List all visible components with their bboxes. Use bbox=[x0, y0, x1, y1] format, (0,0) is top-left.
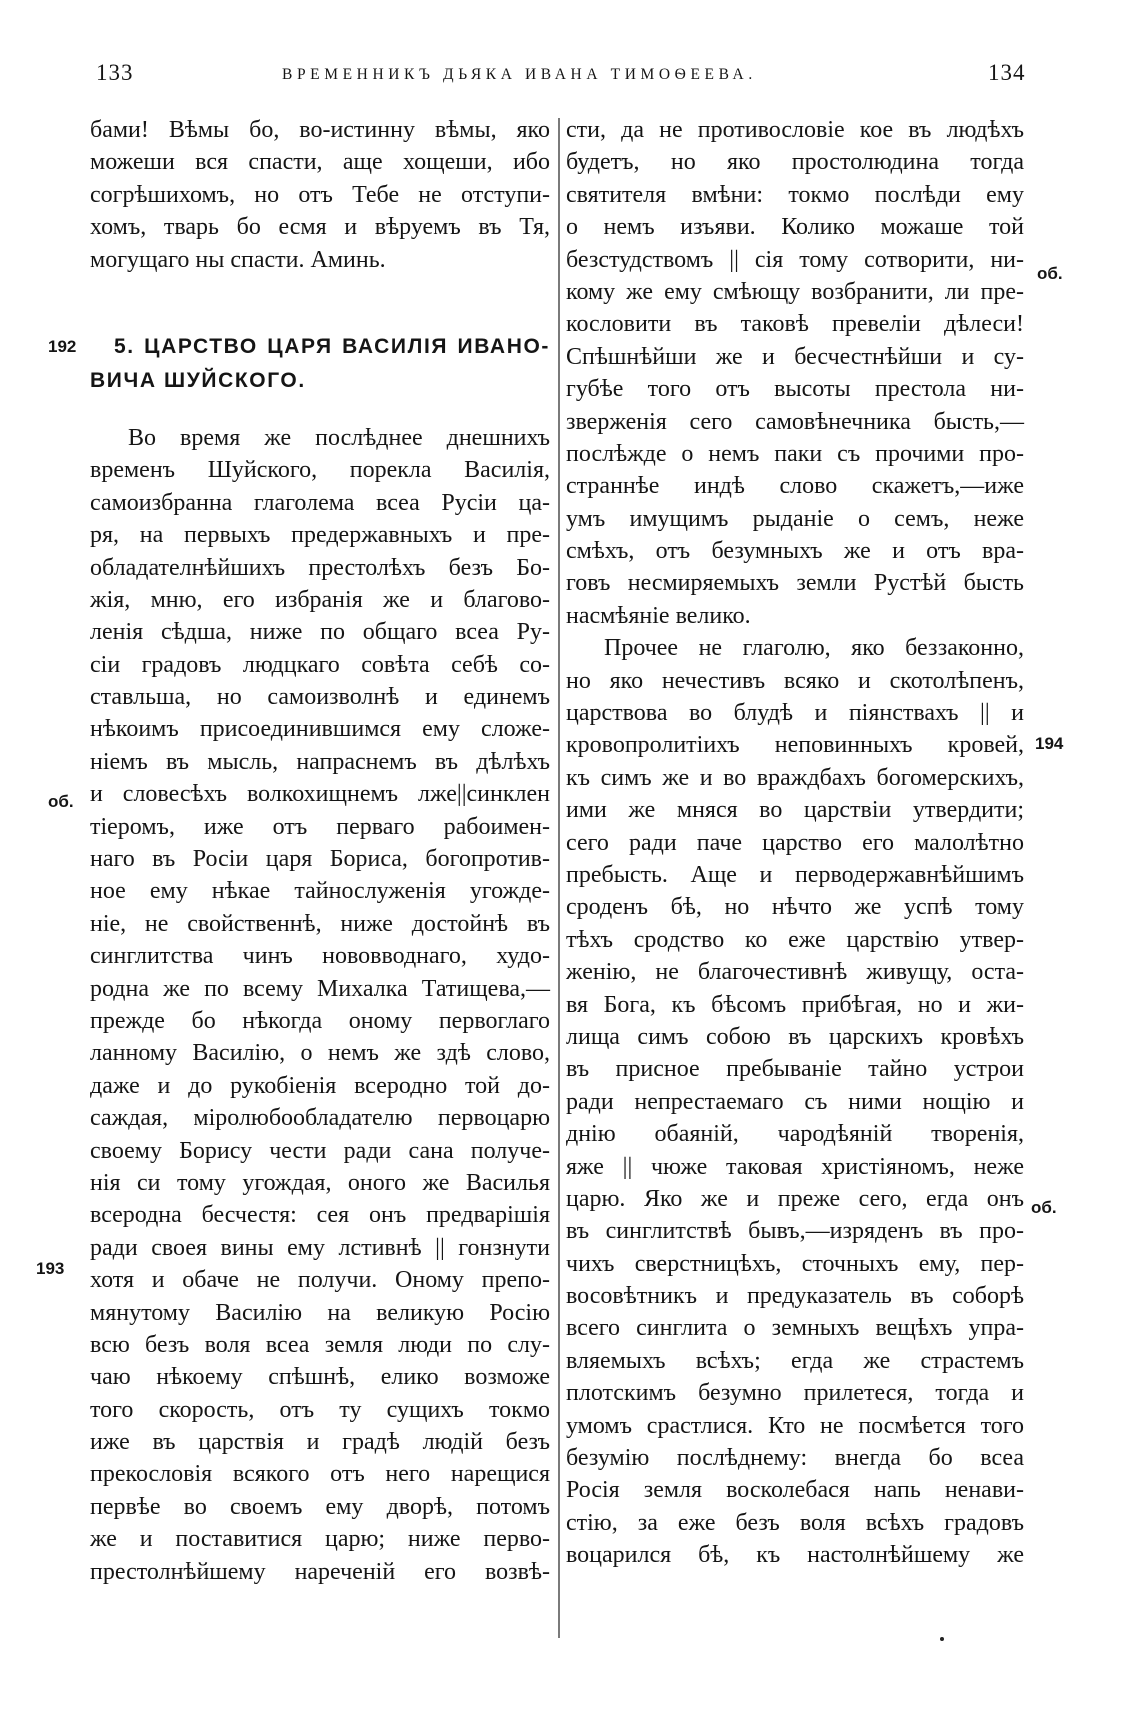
text-line: но яко нечестивъ всяко и скотолѣпенъ, bbox=[566, 667, 1024, 694]
text-line: саждая, міролюбообладателю первоцарю bbox=[90, 1105, 550, 1132]
running-title: ВРЕМЕННИКЪ ДЬЯКА ИВАНА ТИМОѲЕЕВА. bbox=[282, 66, 757, 83]
text-line: плотскимъ безумно прилетеся, тогда и bbox=[566, 1380, 1024, 1407]
text-line: Во время же послѣднее днешнихъ bbox=[128, 424, 550, 451]
text-line: ніемъ въ мысль, напраснемъ въ дѣлѣхъ bbox=[90, 748, 550, 775]
text-line: будетъ, но яко простолюдина тогда bbox=[566, 149, 1024, 176]
column-divider bbox=[558, 118, 560, 1638]
text-line: согрѣшихомъ, но отъ Тебе не отступи- bbox=[90, 181, 550, 208]
margin-verso-note: об. bbox=[1037, 264, 1063, 283]
text-line: синглитства чинъ нововводнаго, худо- bbox=[90, 943, 550, 970]
text-line: царю. Яко же и преже сего, егда онъ bbox=[566, 1185, 1024, 1212]
text-line: воцарился бѣ, къ настолнѣйшему же bbox=[566, 1542, 1024, 1569]
margin-folio-193: 193 bbox=[36, 1259, 65, 1278]
text-line: нѣкоимъ присоединившимся ему сложе- bbox=[90, 716, 550, 743]
text-line: могущаго ны спасти. Аминь. bbox=[90, 246, 386, 273]
page-number-right: 134 bbox=[988, 60, 1026, 85]
text-line: губѣе того отъ высоты престола ни- bbox=[566, 376, 1024, 403]
text-line: ставльша, но самоизволнѣ и единемъ bbox=[90, 684, 550, 711]
text-line: кровопролитіихъ неповинныхъ кровей, bbox=[566, 732, 1024, 759]
text-line: всего синглита о земныхъ вещѣхъ упра- bbox=[566, 1315, 1024, 1342]
text-line: послѣжде о немъ паки съ прочими про- bbox=[566, 440, 1024, 467]
text-line: святителя вмѣни: токмо послѣди ему bbox=[566, 181, 1024, 208]
text-line: временъ Шуйского, порекла Василія, bbox=[90, 457, 550, 484]
text-line: говъ несмиряемыхъ земли Рустѣй бысть bbox=[566, 570, 1024, 597]
text-line: первѣе во своемъ ему дворѣ, потомъ bbox=[90, 1493, 550, 1520]
text-line: ради непрестаемаго съ ними нощію и bbox=[566, 1088, 1024, 1115]
text-line: родна же по всему Михалка Татищева,— bbox=[90, 975, 550, 1002]
text-line: кословити въ таковѣ превеліи дѣлеси! bbox=[566, 311, 1024, 338]
text-line: всю безъ воля всеа земля люди по слу- bbox=[90, 1331, 550, 1358]
text-line: даже и до рукобіенія всеродно той до- bbox=[90, 1072, 550, 1099]
text-line: въ присное пребываніе тайно устрои bbox=[566, 1056, 1024, 1083]
text-line: безстудствомъ || сія тому сотворити, ни- bbox=[566, 246, 1024, 273]
text-line: Росія земля восколебася напь ненави- bbox=[566, 1477, 1024, 1504]
page-number-left: 133 bbox=[96, 60, 134, 85]
text-line: сроденъ бѣ, но нѣчто же успѣ тому bbox=[566, 894, 1024, 921]
text-line: тіеромъ, иже отъ перваго рабоимен- bbox=[90, 813, 550, 840]
text-line: того скорость, отъ ту сущихъ токмо bbox=[90, 1396, 550, 1423]
text-line: сти, да не противословіе кое въ людѣхъ bbox=[566, 117, 1024, 143]
text-line: къ симъ же и во враждбахъ богомерскихъ, bbox=[566, 764, 1024, 791]
text-line: ланному Василію, о немъ же здѣ слово, bbox=[90, 1040, 550, 1067]
text-line: хотя и обаче не получи. Оному препо- bbox=[90, 1267, 550, 1294]
section-heading: ВИЧА ШУЙСКОГО. bbox=[90, 368, 306, 392]
text-line: чаю нѣкоему спѣшнѣ, елико возможе bbox=[90, 1364, 550, 1391]
text-line: сіи градовъ людцкаго совѣта себѣ со- bbox=[90, 651, 550, 678]
text-line: днію обаяній, чародѣяній творенія, bbox=[566, 1121, 1024, 1148]
right-column bbox=[566, 114, 1024, 1572]
text-line: мянутому Василію на великую Росію bbox=[90, 1299, 550, 1326]
text-line: прежде бо нѣкогда оному первоглаго bbox=[90, 1007, 550, 1034]
margin-folio-192: 192 bbox=[48, 337, 77, 356]
left-column bbox=[90, 114, 550, 1588]
text-line: вя Бога, къ бѣсомъ прибѣгая, но и жи- bbox=[566, 991, 1024, 1018]
text-line: царствова во блудѣ и піянствахъ || и bbox=[566, 700, 1024, 727]
text-line: всеродна бесчестя: сея онъ предварішія bbox=[90, 1202, 550, 1229]
text-line: кому же ему смѣющу возбранити, ли пре- bbox=[566, 278, 1024, 305]
text-line: обладателнѣйшихъ престолѣхъ безъ Бо- bbox=[90, 554, 550, 581]
text-line: хомъ, тварь бо есмя и вѣруемъ въ Тя, bbox=[90, 214, 550, 241]
text-line: наго въ Росіи царя Бориса, богопротив- bbox=[90, 846, 550, 873]
text-line: умомъ срастлися. Кто не посмѣется того bbox=[566, 1412, 1024, 1439]
margin-verso-note: об. bbox=[1031, 1198, 1057, 1217]
text-line: иже въ царствія и градѣ людій безъ bbox=[90, 1429, 550, 1456]
text-line: Спѣшнѣйши же и бесчестнѣйши и су- bbox=[566, 343, 1024, 370]
spacer bbox=[90, 276, 550, 330]
text-line: самоизбранна глаголема всеа Русіи ца- bbox=[90, 489, 550, 516]
text-line: смѣхъ, отъ безумныхъ же и отъ вра- bbox=[566, 538, 1024, 565]
text-line: и словесѣхъ волкохищнемъ лже||синклен bbox=[90, 781, 550, 808]
text-line: яже || чюже таковая христіяномъ, неже bbox=[566, 1153, 1024, 1180]
text-line: престолнѣйшему нареченій его возвѣ- bbox=[90, 1558, 550, 1585]
text-line: жія, мню, его избранія же и благово- bbox=[90, 586, 550, 613]
text-line: восовѣтникъ и предуказатель въ соборѣ bbox=[566, 1283, 1024, 1310]
text-line: можеши вся спасти, аще хощеши, ибо bbox=[90, 149, 550, 176]
text-line: ради своея вины ему лстивнѣ || гонзнути bbox=[90, 1234, 550, 1261]
text-line: о немъ изъяви. Колико можаше той bbox=[566, 214, 1024, 241]
text-line: умъ имущимъ рыданіе о семъ, неже bbox=[566, 505, 1024, 532]
spacer bbox=[90, 398, 550, 422]
text-line: женію, не благочестивнѣ живущу, оста- bbox=[566, 959, 1024, 986]
text-line: ное ему нѣкае тайнослуженія угожде- bbox=[90, 878, 550, 905]
text-line: сего ради паче царство его малолѣтно bbox=[566, 829, 1024, 856]
text-line: же и поставитися царю; ниже перво- bbox=[90, 1526, 550, 1553]
text-line: своему Борису чести ради сана получе- bbox=[90, 1137, 550, 1164]
section-heading: 5. ЦАРСТВО ЦАРЯ ВАСИЛІЯ ИВАНО- bbox=[114, 334, 550, 358]
text-line: лища симъ собою въ царскихъ кровѣхъ bbox=[566, 1023, 1024, 1050]
ink-speck bbox=[940, 1637, 944, 1641]
text-line: стію, за еже безъ воля всѣхъ градовъ bbox=[566, 1509, 1024, 1536]
text-line: въ синглитствѣ бывъ,—изряденъ въ про- bbox=[566, 1218, 1024, 1245]
text-line: ніе, не свойственнѣ, ниже достойнѣ въ bbox=[90, 910, 550, 937]
text-line: прекословія всякого отъ него нарещися bbox=[90, 1461, 550, 1488]
text-line: бами! Вѣмы бо, во-истинну вѣмы, яко bbox=[90, 117, 550, 143]
text-line: вляемыхъ всѣхъ; егда же страстемъ bbox=[566, 1347, 1024, 1374]
text-line: пребысть. Аще и перводержавнѣйшимъ bbox=[566, 861, 1024, 888]
text-line: чихъ сверстницѣхъ, сточныхъ ему, пер- bbox=[566, 1250, 1024, 1277]
text-line: Прочее не глаголю, яко беззаконно, bbox=[604, 635, 1024, 662]
text-line: нія си тому угождая, оного же Василья bbox=[90, 1169, 550, 1196]
text-line: тѣхъ сродство ко еже царствію утвер- bbox=[566, 926, 1024, 953]
text-line: ря, на первыхъ предержавныхъ и пре- bbox=[90, 522, 550, 549]
text-line: зверженія сего самовѣнечника бысть,— bbox=[566, 408, 1024, 435]
text-line: ими же мняся во царствіи утвердити; bbox=[566, 797, 1024, 824]
margin-verso-note: об. bbox=[48, 792, 74, 811]
text-line: страннѣе индѣ слово скажетъ,—иже bbox=[566, 473, 1024, 500]
text-line: безумію послѣднему: внегда бо всеа bbox=[566, 1445, 1024, 1472]
margin-folio-194: 194 bbox=[1035, 734, 1064, 753]
text-line: ленія сѣдша, ниже по общаго всеа Ру- bbox=[90, 619, 550, 646]
text-line: насмѣяніе велико. bbox=[566, 602, 751, 629]
